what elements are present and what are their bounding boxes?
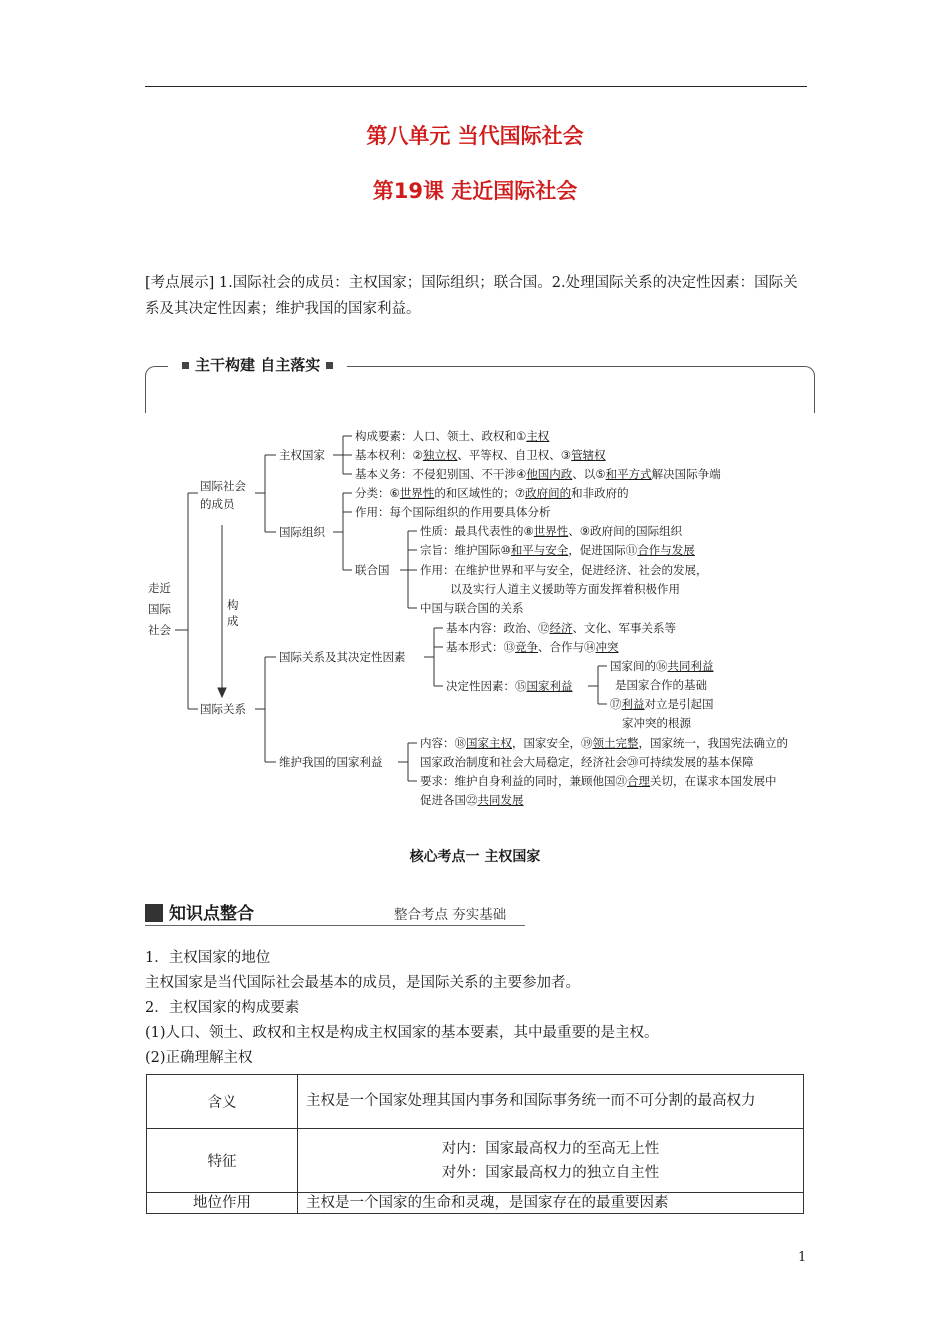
node-un: 联合国 — [355, 563, 390, 577]
node-d2: 要求：维护自身利益的同时，兼顾他国㉑合理关切，在谋求本国发展中 — [420, 774, 777, 788]
table-row — [147, 1075, 804, 1129]
knowledge-subtitle: 整合考点 夯实基础 — [394, 907, 507, 923]
node-s2: 基本权利：②独立权、平等权、自卫权、③管辖权 — [355, 448, 606, 462]
body-line-4: (1)人口、领土、政权和主权是构成主权国家的基本要素，其中最重要的是主权。 — [145, 1025, 659, 1041]
table-row — [147, 1193, 804, 1214]
table-cell: 对内：国家最高权力的至高无上性 对外：国家最高权力的独立自主性 — [298, 1129, 804, 1193]
node-u2: 宗旨：维护国际⑩和平与安全，促进国际⑪合作与发展 — [420, 543, 695, 557]
lesson-title: 第19课 走近国际社会 — [372, 179, 578, 203]
body-line-5: (2)正确理解主权 — [145, 1050, 253, 1066]
node-intl-org: 国际组织 — [279, 525, 325, 539]
unit-title: 第八单元 当代国际社会 — [366, 124, 584, 148]
node-r1: 基本内容：政治、⑫经济、文化、军事关系等 — [446, 621, 676, 635]
sovereignty-table — [146, 1074, 804, 1214]
section-frame-label: 主干构建 自主落实 — [168, 354, 347, 375]
body-line-2: 主权国家是当代国际社会最基本的成员，是国际关系的主要参加者。 — [145, 975, 580, 991]
section-icon — [145, 904, 163, 922]
body-line-1: 1．主权国家的地位 — [145, 950, 271, 966]
node-s1: 构成要素：人口、领土、政权和①主权 — [355, 429, 550, 443]
node-u1: 性质：最具代表性的⑧世界性、⑨政府间的国际组织 — [420, 524, 683, 538]
core-header: 核心考点一 主权国家 — [409, 849, 541, 865]
body-line-3: 2．主权国家的构成要素 — [145, 1000, 300, 1016]
table-label: 含义 — [147, 1075, 298, 1129]
knowledge-rule — [145, 925, 525, 926]
node-f1b: 是国家合作的基础 — [615, 678, 707, 692]
table-label: 特征 — [147, 1129, 298, 1193]
node-s3: 基本义务：不侵犯别国、不干涉④他国内政、以⑤和平方式解决国际争端 — [355, 467, 721, 481]
table-label: 地位作用 — [147, 1193, 298, 1214]
node-o2: 作用：每个国际组织的作用要具体分析 — [355, 505, 551, 519]
knowledge-header: 知识点整合 — [145, 899, 254, 924]
node-goucheng: 构 成 — [227, 598, 239, 628]
node-r2: 基本形式：⑬竞争、合作与⑭冲突 — [446, 640, 619, 654]
page-number: 1 — [798, 1250, 807, 1265]
node-d1d: 国家政治制度和社会大局稳定，经济社会⑳可持续发展的基本保障 — [420, 755, 754, 769]
node-sovereign: 主权国家 — [279, 448, 325, 462]
node-o1: 分类：⑥世界性的和区域性的；⑦政府间的和非政府的 — [355, 486, 629, 500]
node-national: 维护我国的国家利益 — [279, 755, 383, 769]
node-relations: 国际关系 — [200, 702, 246, 716]
node-members: 国际社会 的成员 — [200, 479, 246, 511]
table-cell: 主权是一个国家处理其国内事务和国际事务统一而不可分割的最高权力 — [298, 1075, 804, 1129]
node-rel-factor: 国际关系及其决定性因素 — [279, 650, 406, 664]
node-d2c: 促进各国㉒共同发展 — [420, 793, 524, 807]
node-u3b: 以及实行人道主义援助等方面发挥着积极作用 — [450, 582, 680, 596]
node-u4: 中国与联合国的关系 — [420, 601, 524, 615]
node-r3: 决定性因素：⑮国家利益 — [446, 679, 573, 693]
exam-points: [考点展示] 1.国际社会的成员：主权国家；国际组织；联合国。2.处理国际关系的决定性因素：国际关系及其决定性因素；维护我国的国家利益。 — [145, 275, 798, 317]
node-f1: 国家间的⑯共同利益 — [610, 659, 714, 673]
node-u3: 作用：在维护世界和平与安全，促进经济、社会的发展， — [420, 563, 708, 577]
node-f2: ⑰利益对立是引起国 — [610, 697, 714, 711]
node-f2c: 家冲突的根源 — [622, 716, 691, 730]
table-row — [147, 1129, 804, 1193]
node-d1: 内容：⑱国家主权，国家安全，⑲领土完整，国家统一，我国宪法确立的 — [420, 736, 788, 750]
table-cell: 主权是一个国家的生命和灵魂，是国家存在的最重要因素 — [298, 1193, 804, 1214]
mindmap-root: 走近 国际 社会 — [148, 581, 171, 637]
